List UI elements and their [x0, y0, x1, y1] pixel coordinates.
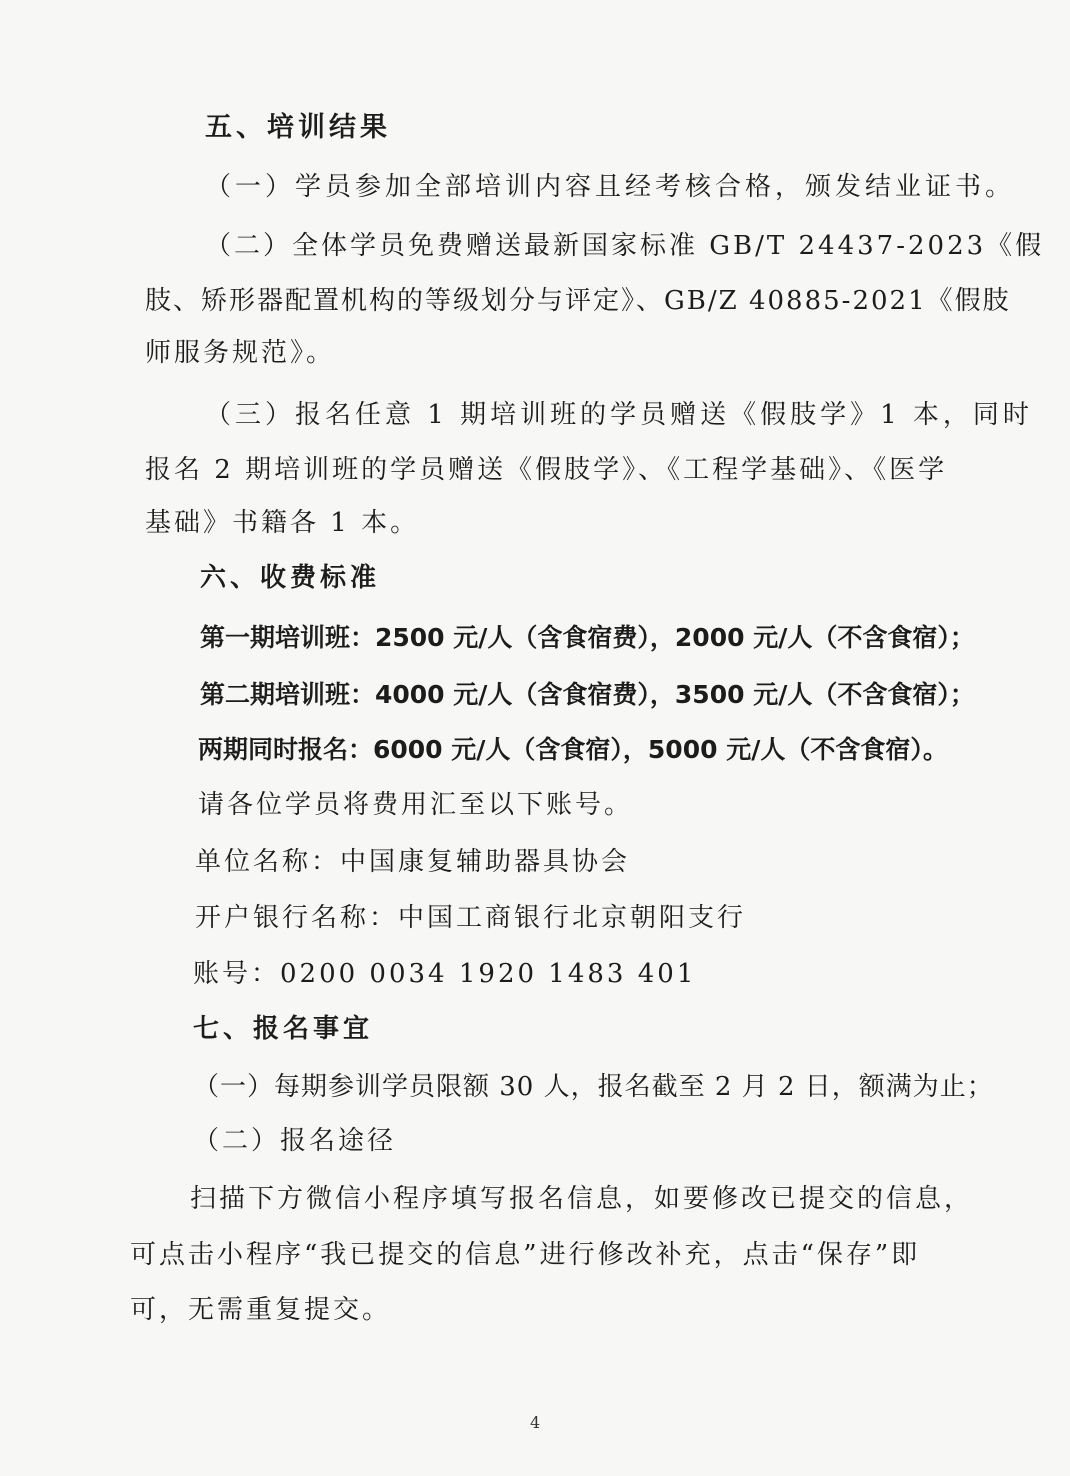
section5-item1: （一）学员参加全部培训内容且经考核合格，颁发结业证书。	[205, 172, 1016, 202]
page-number: 4	[530, 1413, 541, 1432]
section5-heading: 五、培训结果	[205, 112, 391, 143]
section7-para-line3: 可，无需重复提交。	[130, 1295, 392, 1325]
section7-item2: （二）报名途径	[193, 1126, 397, 1156]
section7-item1: （一）每期参训学员限额 30 人，报名截至 2 月 2 日，额满为止；	[193, 1072, 994, 1102]
account-number: 账号：0200 0034 1920 1483 401	[193, 959, 697, 989]
fee-both-terms: 两期同时报名：6000 元/人（含食宿），5000 元/人（不含食宿）。	[198, 735, 948, 764]
section5-item2-line3: 师服务规范》。	[145, 338, 336, 368]
transfer-note: 请各位学员将费用汇至以下账号。	[198, 790, 634, 820]
section7-para-line2: 可点击小程序“我已提交的信息”进行修改补充，点击“保存”即	[130, 1240, 921, 1270]
section5-item3-line1: （三）报名任意 1 期培训班的学员赠送《假肢学》1 本，同时	[205, 400, 1033, 430]
section7-para-line1: 扫描下方微信小程序填写报名信息，如要修改已提交的信息，	[190, 1184, 974, 1214]
fee-term2: 第二期培训班：4000 元/人（含食宿费），3500 元/人（不含食宿）；	[200, 680, 975, 709]
fee-term1: 第一期培训班：2500 元/人（含食宿费），2000 元/人（不含食宿）；	[200, 623, 975, 652]
section5-item3-line2: 报名 2 期培训班的学员赠送《假肢学》、《工程学基础》、《医学	[145, 455, 948, 485]
section5-item2-line1: （二）全体学员免费赠送最新国家标准 GB/T 24437-2023《假	[205, 231, 1045, 261]
bank-name: 开户银行名称：中国工商银行北京朝阳支行	[195, 903, 747, 933]
unit-name: 单位名称：中国康复辅助器具协会	[195, 847, 631, 877]
section7-heading: 七、报名事宜	[193, 1014, 374, 1044]
section5-item3-line3: 基础》书籍各 1 本。	[145, 508, 420, 538]
section5-item2-line2: 肢、矫形器配置机构的等级划分与评定》、GB/Z 40885-2021《假肢	[145, 286, 1011, 316]
section6-heading: 六、收费标准	[200, 563, 381, 593]
